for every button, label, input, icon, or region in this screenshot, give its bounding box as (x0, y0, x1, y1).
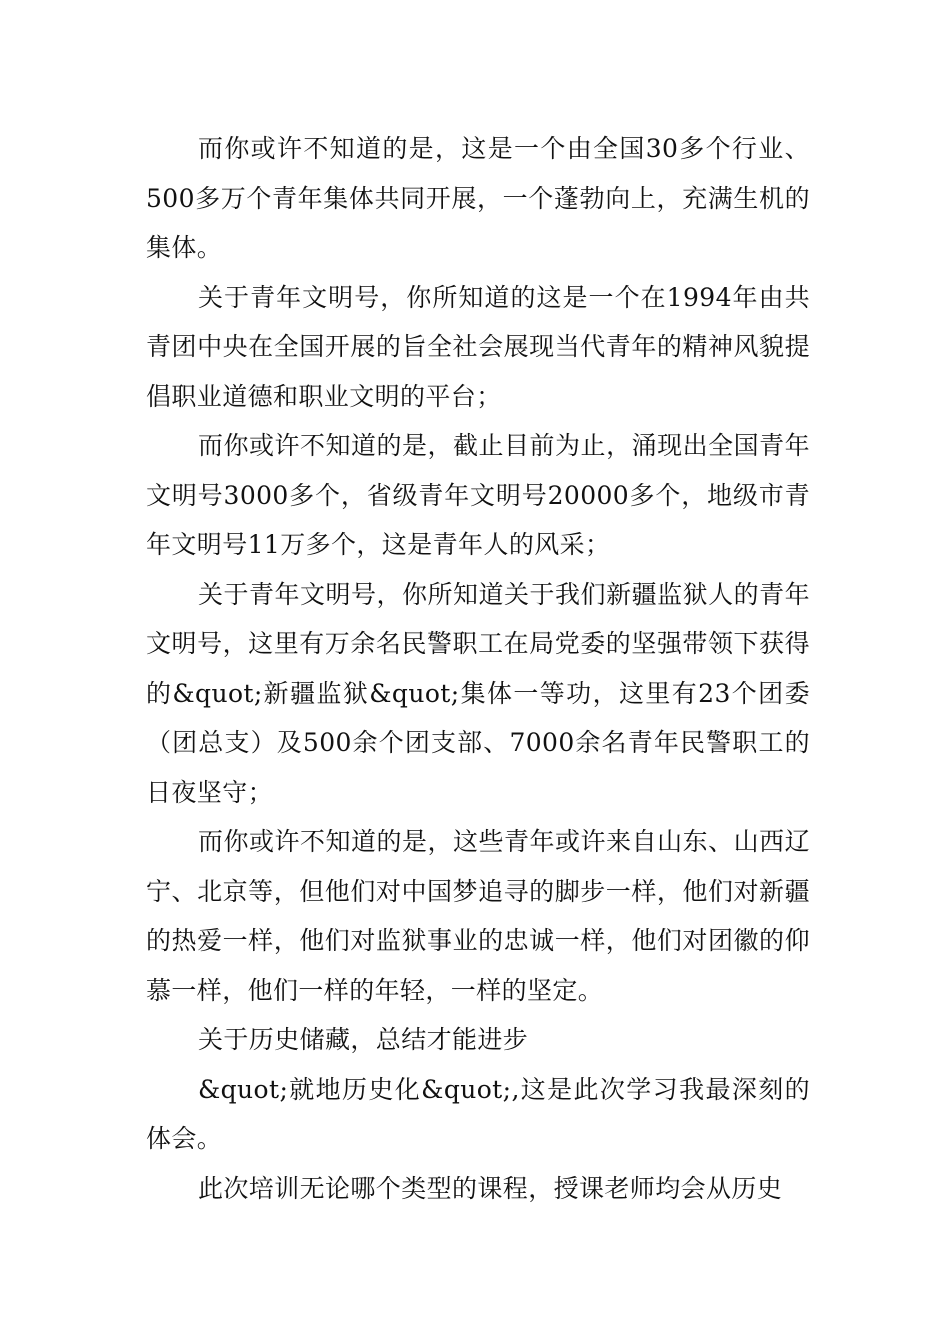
paragraph-2: 关于青年文明号，你所知道的这是一个在1994年由共青团中央在全国开展的旨全社会展现当代青年的精神风貌提倡职业道德和职业文明的平台； (146, 282, 810, 411)
paragraph-3: 而你或许不知道的是，截止目前为止，涌现出全国青年文明号3000多个，省级青年文明号20000多个，地级市青年文明号11万多个，这是青年人的风采； (146, 431, 810, 559)
paragraph-8: 此次培训无论哪个类型的课程，授课老师均会从历史 (198, 1173, 783, 1203)
document-body (146, 124, 810, 1213)
paragraph-6: 关于历史储藏，总结才能进步 (198, 1025, 529, 1054)
paragraph-1: 而你或许不知道的是，这是一个由全国30多个行业、500多万个青年集体共同开展，一个蓬勃向上，充满生机的集体。 (146, 134, 810, 262)
paragraph-4: 关于青年文明号，你所知道关于我们新疆监狱人的青年文明号，这里有万余名民警职工在局党委的坚强带领下获得的&quot;新疆监狱&quot;集体一等功，这里有23个团委（团总支）及500余个团支部、7000余名青年民警职工的日夜坚守； (146, 579, 810, 807)
paragraph-7: &quot;就地历史化&quot;,这是此次学习我最深刻的体会。 (146, 1074, 810, 1153)
paragraph-5: 而你或许不知道的是，这些青年或许来自山东、山西辽宁、北京等，但他们对中国梦追寻的脚步一样，他们对新疆的热爱一样，他们对监狱事业的忠诚一样，他们对团徽的仰慕一样，他们一样的年轻，一样的坚定。 (146, 827, 810, 1005)
